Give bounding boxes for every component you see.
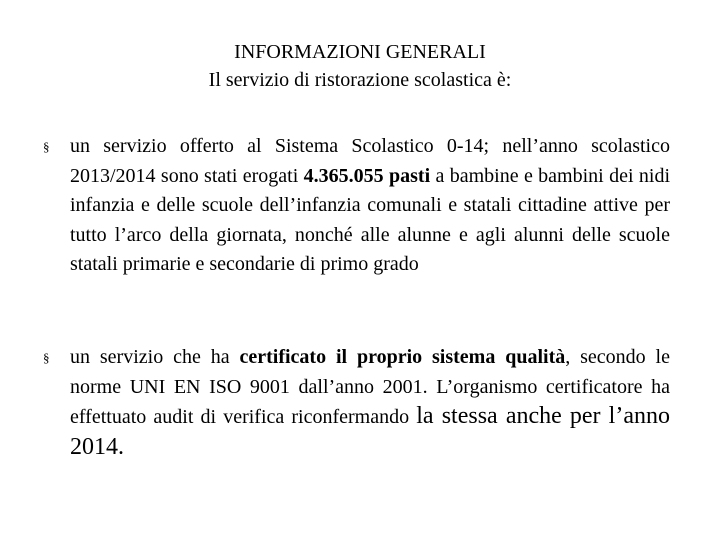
bullet-highlight: 4.365.055 pasti <box>303 164 431 187</box>
bullet-marker-icon: § <box>43 139 50 154</box>
slide-header <box>0 38 720 94</box>
bullet-text-continued: , secondo le norme UNI EN ISO 9001 dall’anno 2001. L’organismo certificatore ha effettuato audit di verifica riconfermando <box>70 346 670 429</box>
bullet-highlight: certificato il proprio sistema qualità <box>239 346 566 368</box>
bullet-item-meals-served <box>43 132 670 280</box>
bullet-marker-icon: § <box>43 350 50 365</box>
bullet-text: un servizio offerto al Sistema Scolastico 0-14; nell’anno scolastico 2013/2014 sono stati erogati <box>70 135 670 187</box>
bullet-text-large: la stessa anche per l’anno 2014. <box>70 403 670 460</box>
bullet-item-quality-certification <box>43 343 670 463</box>
slide-title: INFORMAZIONI GENERALI <box>234 41 486 63</box>
bullet-text-continued: a bambine e bambini dei nidi infanzia e delle scuole dell’infanzia comunali e statali cittadine attive per tutto l’arco della giornata, nonché alle alunne e agli alunni delle scuole statali primarie e secondarie di primo grado <box>70 164 670 276</box>
bullet-text: un servizio che ha <box>70 346 240 368</box>
slide-subtitle: Il servizio di ristorazione scolastica è: <box>208 69 512 91</box>
